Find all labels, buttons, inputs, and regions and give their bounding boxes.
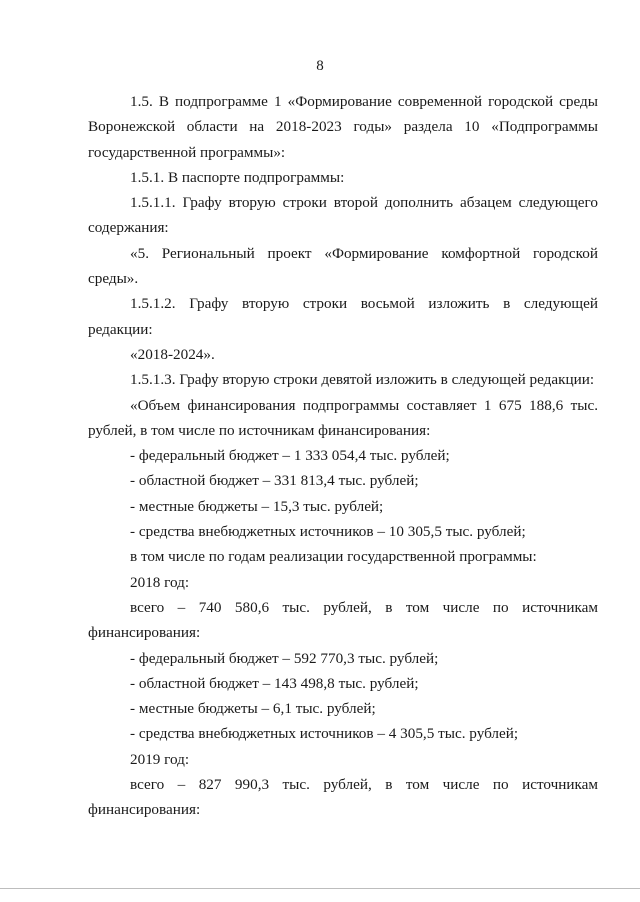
text-line: «Объем финансирования подпрограммы составляет 1 675 188,6 тыс. bbox=[130, 396, 598, 414]
text-line: содержания: bbox=[88, 219, 169, 237]
paragraph-2018-total bbox=[88, 595, 598, 646]
list-item-federal-2018: - федеральный бюджет – 592 770,3 тыс. рублей; bbox=[130, 649, 439, 667]
list-item-federal: - федеральный бюджет – 1 333 054,4 тыс. рублей; bbox=[130, 447, 450, 465]
text-line: финансирования: bbox=[88, 624, 201, 642]
year-heading-2019: 2019 год: bbox=[130, 750, 190, 768]
paragraph-2019-total bbox=[88, 772, 598, 823]
list-item-regional: - областной бюджет – 331 813,4 тыс. рублей; bbox=[130, 472, 419, 490]
bottom-divider bbox=[0, 888, 640, 889]
paragraph-regional-project bbox=[88, 241, 598, 292]
list-item-local-2018: - местные бюджеты – 6,1 тыс. рублей; bbox=[130, 700, 376, 718]
text-line: среды». bbox=[88, 270, 139, 288]
paragraph-by-year: в том числе по годам реализации государственной программы: bbox=[130, 548, 537, 566]
paragraph-years: «2018-2024». bbox=[130, 345, 215, 363]
text-line: всего – 740 580,6 тыс. рублей, в том числе по источникам bbox=[130, 598, 598, 616]
paragraph-1-5-1-3: 1.5.1.3. Графу вторую строки девятой изложить в следующей редакции: bbox=[130, 371, 595, 389]
paragraph-1-5-1-2 bbox=[88, 291, 598, 342]
text-line: Воронежской области на 2018-2023 годы» раздела 10 «Подпрограммы bbox=[88, 118, 598, 136]
list-item-extrabudgetary: - средства внебюджетных источников – 10 305,5 тыс. рублей; bbox=[130, 523, 526, 541]
page-number: 8 bbox=[316, 58, 324, 74]
document-body bbox=[88, 89, 598, 823]
paragraph-funding-total bbox=[88, 393, 598, 444]
text-line: редакции: bbox=[88, 320, 153, 338]
year-heading-2018: 2018 год: bbox=[130, 573, 190, 591]
text-line: «5. Региональный проект «Формирование комфортной городской bbox=[130, 244, 598, 262]
list-item-local: - местные бюджеты – 15,3 тыс. рублей; bbox=[130, 497, 384, 515]
text-line: всего – 827 990,3 тыс. рублей, в том числе по источникам bbox=[130, 776, 598, 794]
text-line: рублей, в том числе по источникам финансирования: bbox=[88, 421, 431, 439]
text-line: 1.5. В подпрограмме 1 «Формирование современной городской среды bbox=[130, 93, 598, 110]
text-line: финансирования: bbox=[88, 801, 201, 819]
paragraph-1-5-1: 1.5.1. В паспорте подпрограммы: bbox=[130, 168, 345, 186]
paragraph-1-5 bbox=[88, 89, 598, 165]
text-line: 1.5.1.1. Графу вторую строки второй дополнить абзацем следующего bbox=[130, 194, 598, 212]
paragraph-1-5-1-1 bbox=[88, 190, 598, 241]
text-line: 1.5.1.2. Графу вторую строки восьмой изложить в следующей bbox=[130, 295, 598, 313]
list-item-regional-2018: - областной бюджет – 143 498,8 тыс. рублей; bbox=[130, 674, 419, 692]
text-line: государственной программы»: bbox=[88, 143, 286, 161]
list-item-extrabudgetary-2018: - средства внебюджетных источников – 4 305,5 тыс. рублей; bbox=[130, 725, 519, 743]
